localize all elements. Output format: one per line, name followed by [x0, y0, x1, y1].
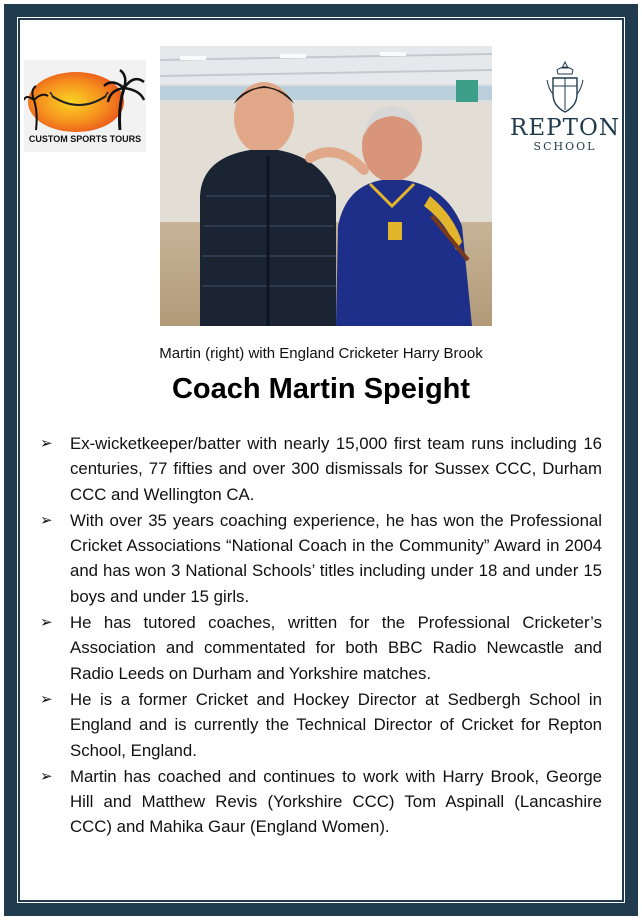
repton-school-name: REPTON [510, 115, 620, 141]
bio-bullet-text: He is a former Cricket and Hockey Director at Sedbergh School in England and is currently the Technical Director of Cricket for Repton School, England. [70, 689, 602, 760]
bio-bullet-text: Ex-wicketkeeper/batter with nearly 15,000 first team runs including 16 centuries, 77 fifties and over 300 dismissals for Sussex CCC, Durham CCC and Wellington CA. [70, 434, 602, 504]
bio-bullet-text: Martin has coached and continues to work with Harry Brook, George Hill and Matthew Revis (Yorkshire CCC) Tom Aspinall (Lancashire CCC) and Mahika Gaur (England Women). [70, 766, 602, 837]
custom-sports-tours-logo [24, 60, 146, 152]
arrow-bullet-icon: ➢ [40, 435, 53, 452]
custom-sports-tours-logo-text: CUSTOM SPORTS TOURS [28, 134, 142, 144]
arrow-bullet-icon: ➢ [40, 614, 53, 632]
page-title: Coach Martin Speight [171, 373, 471, 405]
bio-bullet-list [40, 431, 602, 841]
bio-bullet [40, 431, 602, 507]
coach-photo [152, 38, 500, 334]
arrow-bullet-icon: ➢ [40, 511, 53, 529]
bio-bullet [40, 687, 602, 763]
repton-school-logo [505, 60, 625, 160]
repton-school-subtitle: SCHOOL [533, 140, 597, 153]
repton-crest-icon [545, 60, 585, 116]
arrow-bullet-icon: ➢ [40, 767, 53, 785]
coach-photo-image [160, 46, 492, 326]
bio-bullet [40, 508, 602, 609]
bio-bullet [40, 610, 602, 686]
photo-caption: Martin (right) with England Cricketer Harry Brook [159, 345, 483, 362]
arrow-bullet-icon: ➢ [40, 690, 53, 708]
bio-bullet [40, 764, 602, 840]
bio-bullet-text: With over 35 years coaching experience, he has won the Professional Cricket Associations “National Coach in the Community” Award in 2004 and has won 3 National Schools’ titles including under 18 and under 15 boys and under 15 girls. [70, 510, 602, 606]
bio-bullet-text: He has tutored coaches, written for the Professional Cricketer’s Association and commentated for both BBC Radio Newcastle and Radio Leeds on Durham and Yorkshire matches. [70, 613, 602, 683]
